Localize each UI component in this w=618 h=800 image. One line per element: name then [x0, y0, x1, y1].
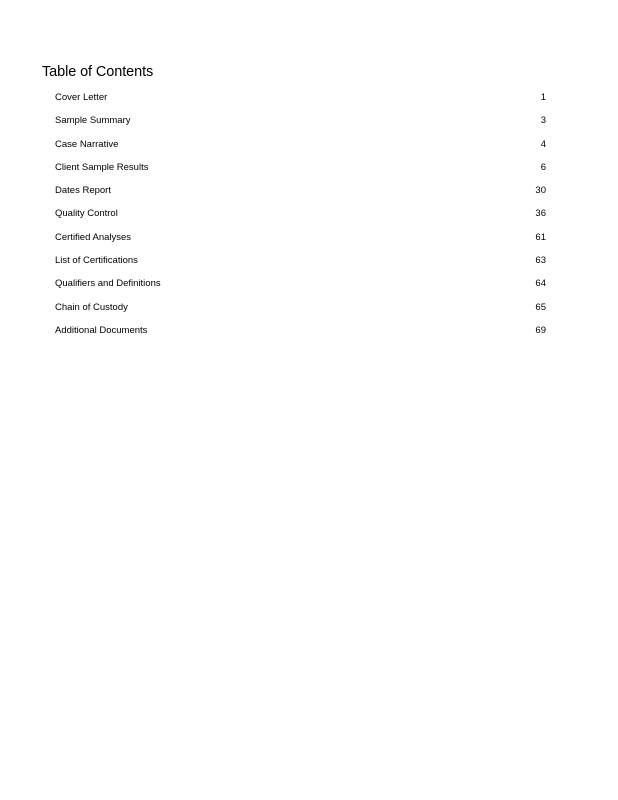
toc-entry-qualifiers-and-definitions: [0, 278, 618, 301]
toc-entry-label: Chain of Custody: [55, 301, 128, 313]
toc-entry-dates-report: [0, 185, 618, 208]
toc-entry-page: 65: [535, 301, 546, 313]
toc-entry-list-of-certifications: [0, 255, 618, 278]
toc-entry-page: 30: [535, 185, 546, 197]
toc-entry-page: 6: [540, 161, 546, 173]
toc-entry-label: Quality Control: [55, 208, 118, 220]
toc-entry-label: Case Narrative: [55, 138, 119, 150]
page-title: Table of Contents: [42, 64, 154, 80]
toc-entry-additional-documents: [0, 325, 618, 348]
toc-entry-label: Client Sample Results: [55, 161, 149, 173]
toc-entry-label: Additional Documents: [55, 324, 148, 336]
toc-entry-chain-of-custody: [0, 302, 618, 325]
toc-entry-label: Sample Summary: [55, 115, 131, 127]
toc-entry-label: Certified Analyses: [55, 231, 132, 243]
toc-entry-client-sample-results: [0, 162, 618, 185]
toc-entry-label: Dates Report: [55, 185, 111, 197]
toc-entry-page: 63: [535, 255, 546, 267]
toc-list: [0, 92, 618, 348]
toc-entry-label: Cover Letter: [55, 92, 108, 103]
toc-entry-page: 4: [540, 138, 546, 150]
toc-entry-page: 36: [535, 208, 546, 220]
toc-entry-page: 61: [535, 231, 546, 243]
toc-entry-sample-summary: [0, 115, 618, 138]
toc-entry-quality-control: [0, 208, 618, 231]
toc-entry-cover-letter: [0, 92, 618, 115]
toc-entry-page: 3: [540, 115, 546, 127]
toc-entry-page: 64: [535, 278, 546, 290]
toc-entry-case-narrative: [0, 139, 618, 162]
toc-entry-label: Qualifiers and Definitions: [55, 278, 161, 290]
toc-entry-page: 1: [540, 92, 546, 103]
toc-entry-page: 69: [535, 324, 546, 336]
toc-entry-certified-analyses: [0, 232, 618, 255]
toc-entry-label: List of Certifications: [55, 255, 138, 267]
